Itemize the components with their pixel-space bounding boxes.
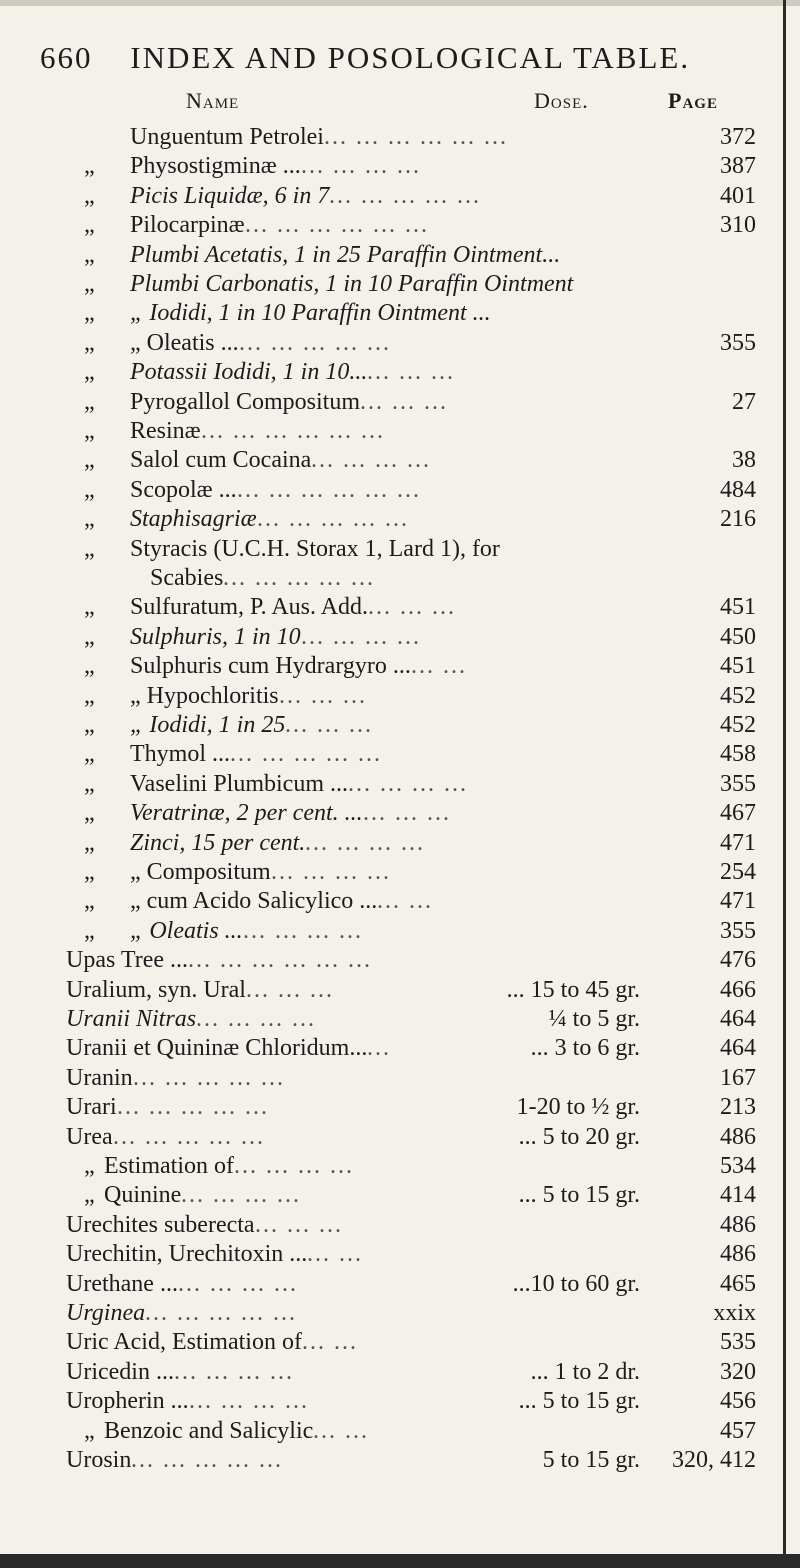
dot-leader: ... ... ... ... ... ... [237, 476, 421, 503]
entry-dose: ¼ to 5 gr. [548, 1006, 640, 1032]
entry-page: 535 [720, 1329, 756, 1356]
entry-dose: 5 to 15 gr. [542, 1447, 640, 1473]
dot-leader: ... ... ... ... [196, 1006, 316, 1032]
entry-name: Thymol ... [130, 741, 230, 768]
entry-dose: ... 5 to 20 gr. [518, 1123, 640, 1150]
entry-page: 320 [720, 1358, 756, 1385]
entry-name: Sulphuris, 1 in 10 [130, 623, 301, 650]
column-header-dose: Dose. [534, 88, 589, 113]
dot-leader: ... ... ... [360, 388, 448, 415]
entry-page: 38 [732, 447, 756, 474]
ditto-mark: „ [84, 153, 95, 180]
entry-name: Sulfuratum, P. Aus. Add. [130, 594, 369, 621]
entry-name: Styracis (U.C.H. Storax 1, Lard 1), for [130, 535, 500, 562]
dot-leader: ... ... ... [279, 682, 367, 709]
entry-page: 471 [720, 829, 756, 856]
entry-dose: 1-20 to ½ gr. [516, 1094, 640, 1121]
entry-page: 456 [720, 1388, 756, 1415]
entry-name: Unguentum Petrolei [130, 124, 324, 150]
ditto-mark: „ [84, 329, 95, 356]
ditto-mark: „ [84, 212, 95, 239]
entry-page: 452 [720, 682, 756, 709]
entry-page: 414 [720, 1182, 756, 1209]
entry-name: Pyrogallol Compositum [130, 388, 361, 415]
entry-name: Urea [66, 1123, 113, 1150]
entry-name: Salol cum Cocaina [130, 447, 312, 474]
dot-leader: ... ... ... ... ... [257, 506, 409, 533]
ditto-mark: „ [84, 359, 95, 386]
entry-name: Resinæ [130, 418, 201, 444]
entry-page: 451 [720, 594, 756, 621]
dot-leader: ... ... ... [367, 359, 455, 386]
dot-leader: ... ... ... [285, 712, 373, 738]
entry-name: Uranii et Quininæ Chloridum... [66, 1035, 368, 1062]
entry-page: 216 [720, 506, 756, 533]
entry-page: 355 [720, 329, 756, 356]
ditto-mark: „ [84, 182, 95, 209]
entry-page: 534 [720, 1153, 756, 1179]
entry-name: Urechitin, Urechitoxin ... [66, 1241, 308, 1268]
entry-page: 465 [720, 1270, 756, 1297]
entry-page: 387 [720, 153, 756, 180]
entry-name: Benzoic and Salicylic [104, 1417, 314, 1444]
dot-leader: ... ... ... ... ... [133, 1064, 285, 1091]
entry-name: Uropherin ... [66, 1388, 189, 1415]
dot-leader: ... ... ... ... ... ... [324, 124, 508, 150]
dot-leader: ... ... ... ... ... ... [188, 947, 372, 974]
entry-page: 450 [720, 623, 756, 650]
entry-page: 458 [720, 741, 756, 768]
entry-name: Potassii Iodidi, 1 in 10... [130, 359, 368, 386]
entry-dose: ... 5 to 15 gr. [518, 1388, 640, 1415]
entry-name: Quinine [104, 1182, 182, 1209]
dot-leader: ... ... [313, 1417, 369, 1444]
entry-name: Urginea [66, 1300, 146, 1326]
entry-name: Uranin [66, 1064, 133, 1091]
entry-page: 401 [720, 182, 756, 209]
running-head [40, 40, 690, 76]
entry-dose: ... 15 to 45 gr. [506, 976, 640, 1003]
entry-name: „ Compositum [130, 859, 271, 885]
bottom-edge [0, 1554, 800, 1568]
entry-name: „ Oleatis ... [130, 329, 239, 356]
entry-name: Upas Tree ... [66, 947, 189, 974]
dot-leader: ... ... ... ... [189, 1388, 309, 1415]
entry-name: Urechites suberecta [66, 1211, 255, 1238]
ditto-mark: „ [84, 741, 95, 768]
ditto-mark: „ [84, 418, 95, 444]
entry-page: 464 [720, 1006, 756, 1032]
dot-leader: ... ... ... ... [243, 917, 363, 944]
entry-page: 476 [720, 947, 756, 974]
entry-page: 167 [720, 1064, 756, 1091]
column-header-page: Page [668, 88, 718, 113]
ditto-mark: „ [84, 623, 95, 650]
ditto-mark: „ [84, 888, 95, 915]
entry-name: Uranii Nitras [66, 1006, 197, 1032]
dot-leader: ... ... ... ... [174, 1358, 294, 1385]
entry-name: Urosin [66, 1447, 132, 1473]
entry-name: Sulphuris cum Hydrargyro ... [130, 653, 411, 680]
dot-leader: ... ... ... ... [311, 447, 431, 474]
entry-page: 457 [720, 1417, 756, 1444]
ditto-mark: „ [84, 476, 95, 503]
entry-page: 451 [720, 653, 756, 680]
ditto-mark: „ [84, 682, 95, 709]
entry-name: Urethane ... [66, 1270, 178, 1297]
entry-dose: ... 3 to 6 gr. [530, 1035, 640, 1062]
ditto-mark: „ [84, 241, 95, 268]
dot-leader: ... ... [307, 1241, 363, 1268]
dot-leader: ... ... ... ... [234, 1153, 354, 1179]
ditto-mark: „ [84, 506, 95, 533]
ditto-mark: „ [84, 800, 95, 827]
entry-page: 372 [720, 124, 756, 150]
dot-leader: ... ... ... ... [178, 1270, 298, 1297]
dot-leader: ... ... ... ... ... ... [245, 212, 429, 239]
entry-page: 484 [720, 476, 756, 503]
entry-name: „ Iodidi, 1 in 25 [130, 712, 286, 738]
entry-dose: ... 1 to 2 dr. [530, 1358, 640, 1385]
dot-leader: ... ... ... ... [348, 770, 468, 797]
ditto-mark: „ [84, 917, 95, 944]
entry-name: Veratrinæ, 2 per cent. ... [130, 800, 363, 827]
dot-leader: ... ... [302, 1329, 358, 1356]
entry-page: 355 [720, 770, 756, 797]
entry-dose: ...10 to 60 gr. [512, 1270, 640, 1297]
entry-page: 486 [720, 1241, 756, 1268]
entry-name: Scopolæ ... [130, 476, 237, 503]
ditto-mark: „ [84, 859, 95, 885]
entry-page: 467 [720, 800, 756, 827]
entry-page: 471 [720, 888, 756, 915]
dot-leader: ... ... ... ... ... [131, 1447, 283, 1473]
ditto-mark: „ [84, 388, 95, 415]
entry-page: 486 [720, 1211, 756, 1238]
entry-dose: ... 5 to 15 gr. [518, 1182, 640, 1209]
entry-page: 213 [720, 1094, 756, 1121]
dot-leader: ... ... ... ... ... [113, 1123, 265, 1150]
ditto-mark: „ [84, 770, 95, 797]
entry-name: Pilocarpinæ [130, 212, 245, 239]
dot-leader: ... [367, 1035, 391, 1062]
entry-page: xxix [713, 1300, 756, 1326]
page-title: INDEX AND POSOLOGICAL TABLE. [130, 40, 691, 75]
dot-leader: ... ... ... ... [271, 859, 391, 885]
page-number: 660 [40, 40, 93, 75]
entry-page: 310 [720, 212, 756, 239]
dot-leader: ... ... ... ... ... [145, 1300, 297, 1326]
dot-leader: ... ... ... ... [301, 153, 421, 180]
entry-page: 27 [732, 388, 756, 415]
column-header-name: Name [186, 88, 240, 113]
dot-leader: ... ... [411, 653, 467, 680]
dot-leader: ... ... ... ... ... [117, 1094, 269, 1121]
dot-leader: ... ... ... ... ... [230, 741, 382, 768]
entry-page: 464 [720, 1035, 756, 1062]
entry-page: 254 [720, 859, 756, 885]
top-edge [0, 0, 800, 6]
ditto-mark: „ [84, 535, 95, 562]
ditto-mark: „ [84, 653, 95, 680]
entry-name: Scabies [150, 565, 224, 591]
entry-page: 452 [720, 712, 756, 738]
ditto-mark: „ [84, 829, 95, 856]
ditto-mark: „ [84, 712, 95, 738]
ditto-mark: „ [84, 1153, 95, 1179]
ditto-mark: „ [84, 271, 95, 297]
entry-name: Vaselini Plumbicum ... [130, 770, 348, 797]
entry-name: Urari [66, 1094, 117, 1121]
ditto-mark: „ [84, 447, 95, 474]
entry-page: 320, 412 [672, 1447, 756, 1473]
entry-name: Uricedin ... [66, 1358, 174, 1385]
dot-leader: ... ... ... [363, 800, 451, 827]
entry-name: Staphisagriæ [130, 506, 257, 533]
dot-leader: ... ... [377, 888, 433, 915]
dot-leader: ... ... ... ... ... [239, 329, 391, 356]
dot-leader: ... ... ... ... [181, 1182, 301, 1209]
entry-page: 355 [720, 917, 756, 944]
entry-page: 466 [720, 976, 756, 1003]
entry-name: Plumbi Carbonatis, 1 in 10 Paraffin Ointment [130, 271, 574, 297]
entry-name: Plumbi Acetatis, 1 in 25 Paraffin Ointment... [130, 241, 561, 268]
entry-page: 486 [720, 1123, 756, 1150]
ditto-mark: „ [84, 1417, 95, 1444]
ditto-mark: „ [84, 594, 95, 621]
entry-name: „ Iodidi, 1 in 10 Paraffin Ointment ... [130, 300, 491, 327]
dot-leader: ... ... ... ... ... [223, 565, 375, 591]
dot-leader: ... ... ... ... ... ... [201, 418, 385, 444]
index-entry [0, 1447, 800, 1481]
ditto-mark: „ [84, 300, 95, 327]
entry-name: Zinci, 15 per cent. [130, 829, 306, 856]
entry-name: Picis Liquidæ, 6 in 7 [130, 182, 330, 209]
dot-leader: ... ... ... ... [305, 829, 425, 856]
entry-name: Uralium, syn. Ural [66, 976, 246, 1003]
dot-leader: ... ... ... [246, 976, 334, 1003]
entry-name: Estimation of [104, 1153, 234, 1179]
ditto-mark: „ [84, 1182, 95, 1209]
entry-name: „ Hypochloritis [130, 682, 279, 709]
entry-name: Physostigminæ ... [130, 153, 301, 180]
dot-leader: ... ... ... [368, 594, 456, 621]
entry-name: „ Oleatis ... [130, 917, 243, 944]
entry-name: „ cum Acido Salicylico ... [130, 888, 378, 915]
dot-leader: ... ... ... ... [301, 623, 421, 650]
dot-leader: ... ... ... [255, 1211, 343, 1238]
entry-name: Uric Acid, Estimation of [66, 1329, 302, 1356]
dot-leader: ... ... ... ... ... [329, 182, 481, 209]
